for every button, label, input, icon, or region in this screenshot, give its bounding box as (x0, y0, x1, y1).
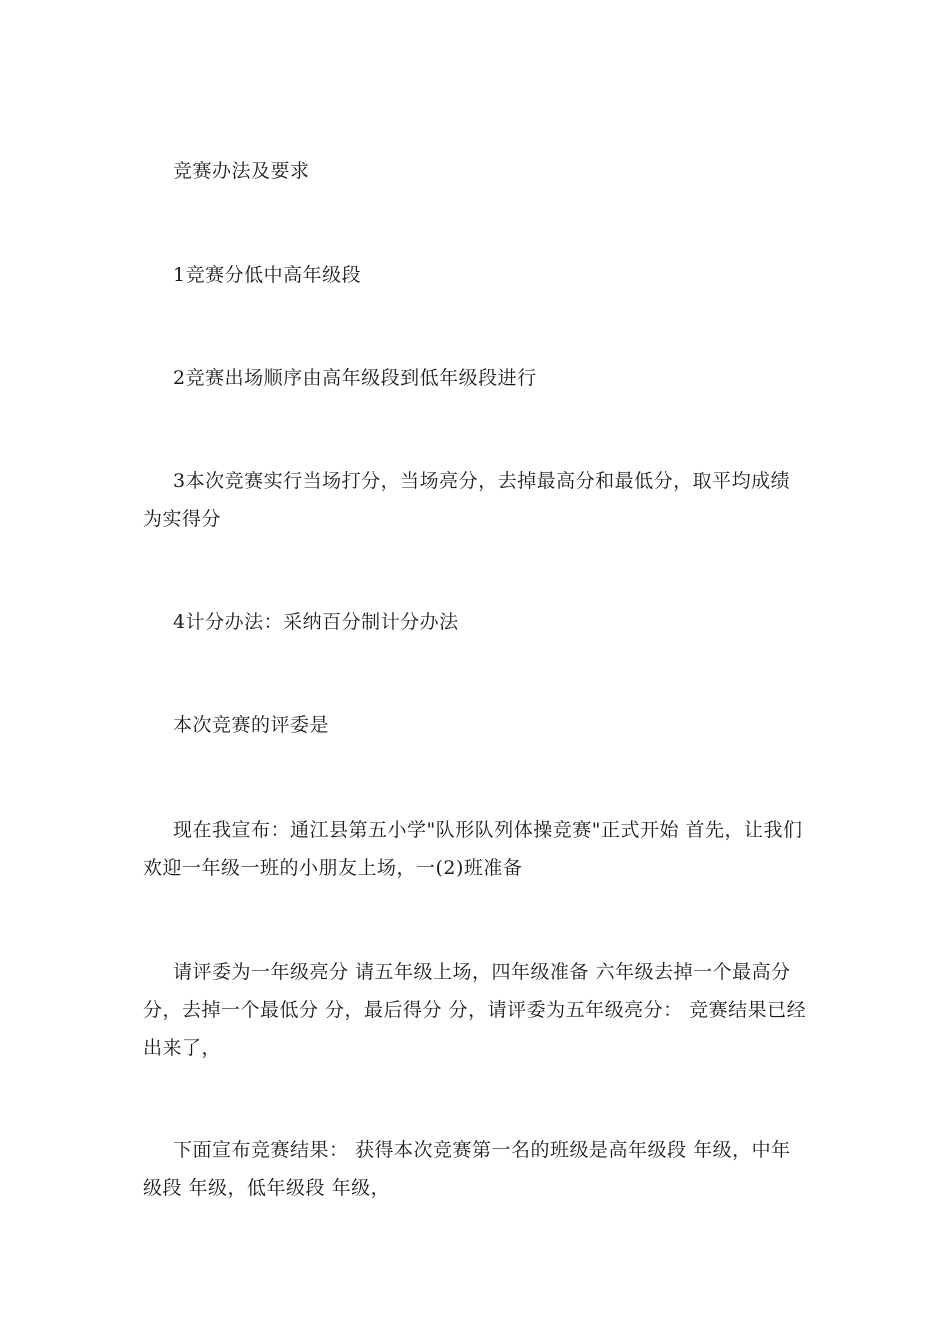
judges-paragraph: 本次竞赛的评委是 (173, 714, 330, 736)
rule-item-1: 1竞赛分低中高年级段 (173, 264, 362, 286)
rule-item-4: 4计分办法：采纳百分制计分办法 (173, 611, 459, 633)
announcement-paragraph: 现在我宣布：通江县第五小学"队形队列体操竞赛"正式开始 首先，让我们欢迎一年级一班的小朋友上场，一(2)班准备 (143, 819, 803, 879)
rule-item-2: 2竞赛出场顺序由高年级段到低年级段进行 (173, 367, 537, 389)
rule-item-3: 3本次竞赛实行当场打分，当场亮分，去掉最高分和最低分，取平均成绩为实得分 (143, 470, 791, 530)
scoring-paragraph: 请评委为一年级亮分 请五年级上场，四年级准备 六年级去掉一个最高分 分，去掉一个最低分 分，最后得分 分，请评委为五年级亮分： 竞赛结果已经出来了， (143, 961, 807, 1059)
section-heading: 竞赛办法及要求 (173, 160, 310, 182)
results-paragraph: 下面宣布竞赛结果： 获得本次竞赛第一名的班级是高年级段 年级，中年级段 年级，低年级段 年级， (143, 1139, 791, 1199)
